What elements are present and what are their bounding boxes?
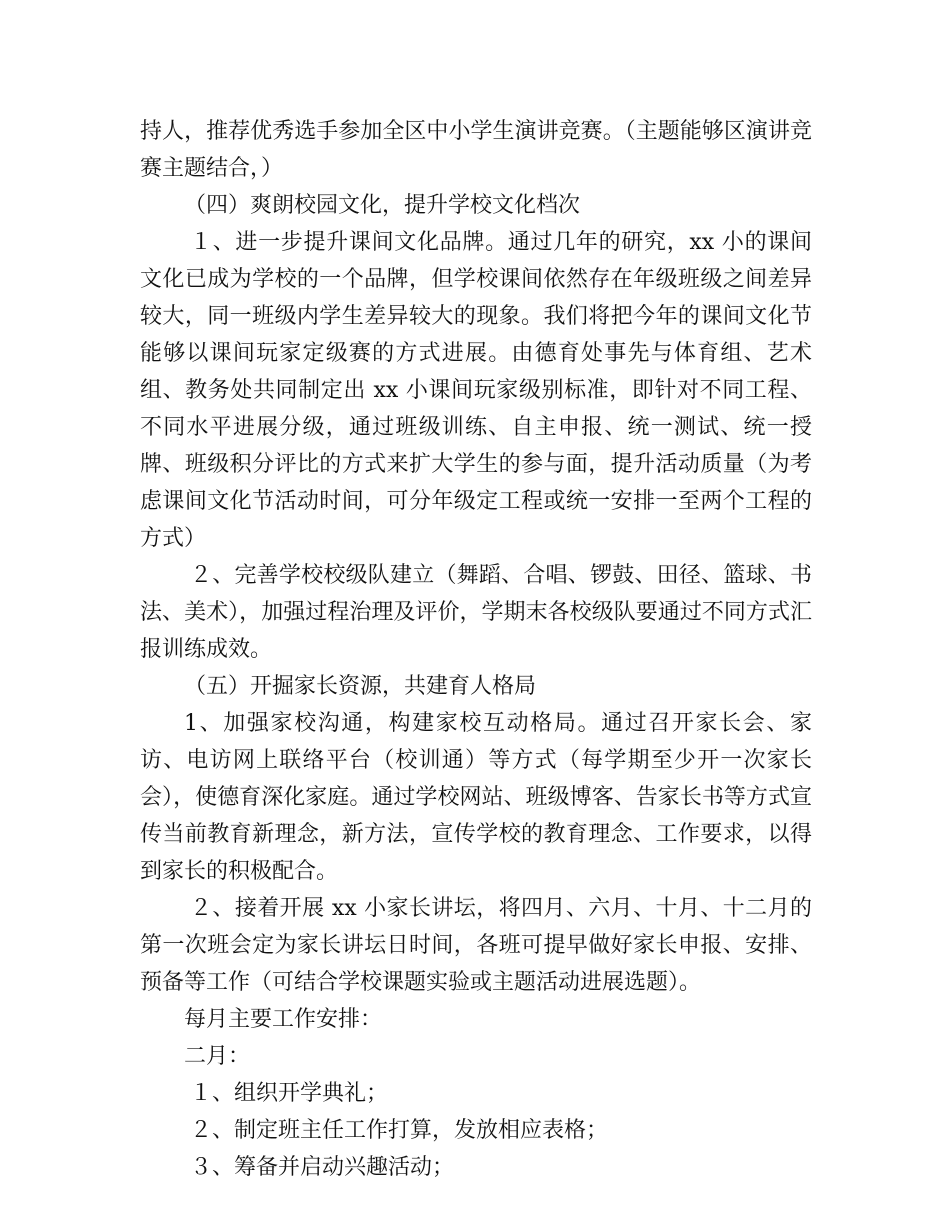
paragraph-item-1b: 1、加强家校沟通，构建家校互动格局。通过召开家长会、家访、电访网上联络平台（校训通）等方式（每学期至少开一次家长会），使德育深化家庭。通过学校网站、班级博客、告家长书等方式宣传当前教育新理念，新方法，宣传学校的教育理念、工作要求，以得到家长的积极配合。	[140, 711, 812, 884]
paragraph-item-2: ２、完善学校校级队建立（舞蹈、合唱、锣鼓、田径、篮球、书法、美术），加强过程治理及评价，学期末各校级队要通过不同方式汇报训练成效。	[140, 563, 812, 662]
document-body	[140, 113, 812, 1186]
section-heading-5: （五）开掘家长资源，共建育人格局	[184, 674, 537, 699]
list-item-2: ２、制定班主任工作打算，发放相应表格；	[190, 1118, 609, 1143]
paragraph-item-1: １、进一步提升课间文化品牌。通过几年的研究，xx 小的课间文化已成为学校的一个品牌，但学校课间依然存在年级班级之间差异较大，同一班级内学生差异较大的现象。我们将把今年的课间文化节能够以课间玩家定级赛的方式进展。由德育处事先与体育组、艺术组、教务处共同制定出 xx 小课间玩家级别标准，即针对不同工程、不同水平进展分级，通过班级训练、自主申报、统一测试、统一授牌、班级积分评比的方式来扩大学生的参与面，提升活动质量（为考虑课间文化节活动时间，可分年级定工程或统一安排一至两个工程的方式）	[140, 230, 812, 551]
paragraph-item-2b: ２、接着开展 xx 小家长讲坛，将四月、六月、十月、十二月的第一次班会定为家长讲坛日时间，各班可提早做好家长申报、安排、预备等工作（可结合学校课题实验或主题活动进展选题）。	[140, 896, 812, 995]
month-label-february: 二月：	[184, 1044, 251, 1069]
paragraph-continuation: 持人，推荐优秀选手参加全区中小学生演讲竞赛。（主题能够区演讲竞赛主题结合，）	[140, 119, 812, 181]
monthly-schedule-heading: 每月主要工作安排：	[184, 1007, 383, 1032]
list-item-3: ３、筹备并启动兴趣活动；	[190, 1155, 455, 1180]
list-item-1: １、组织开学典礼；	[190, 1081, 389, 1106]
section-heading-4: （四）爽朗校园文化，提升学校文化档次	[184, 193, 581, 218]
